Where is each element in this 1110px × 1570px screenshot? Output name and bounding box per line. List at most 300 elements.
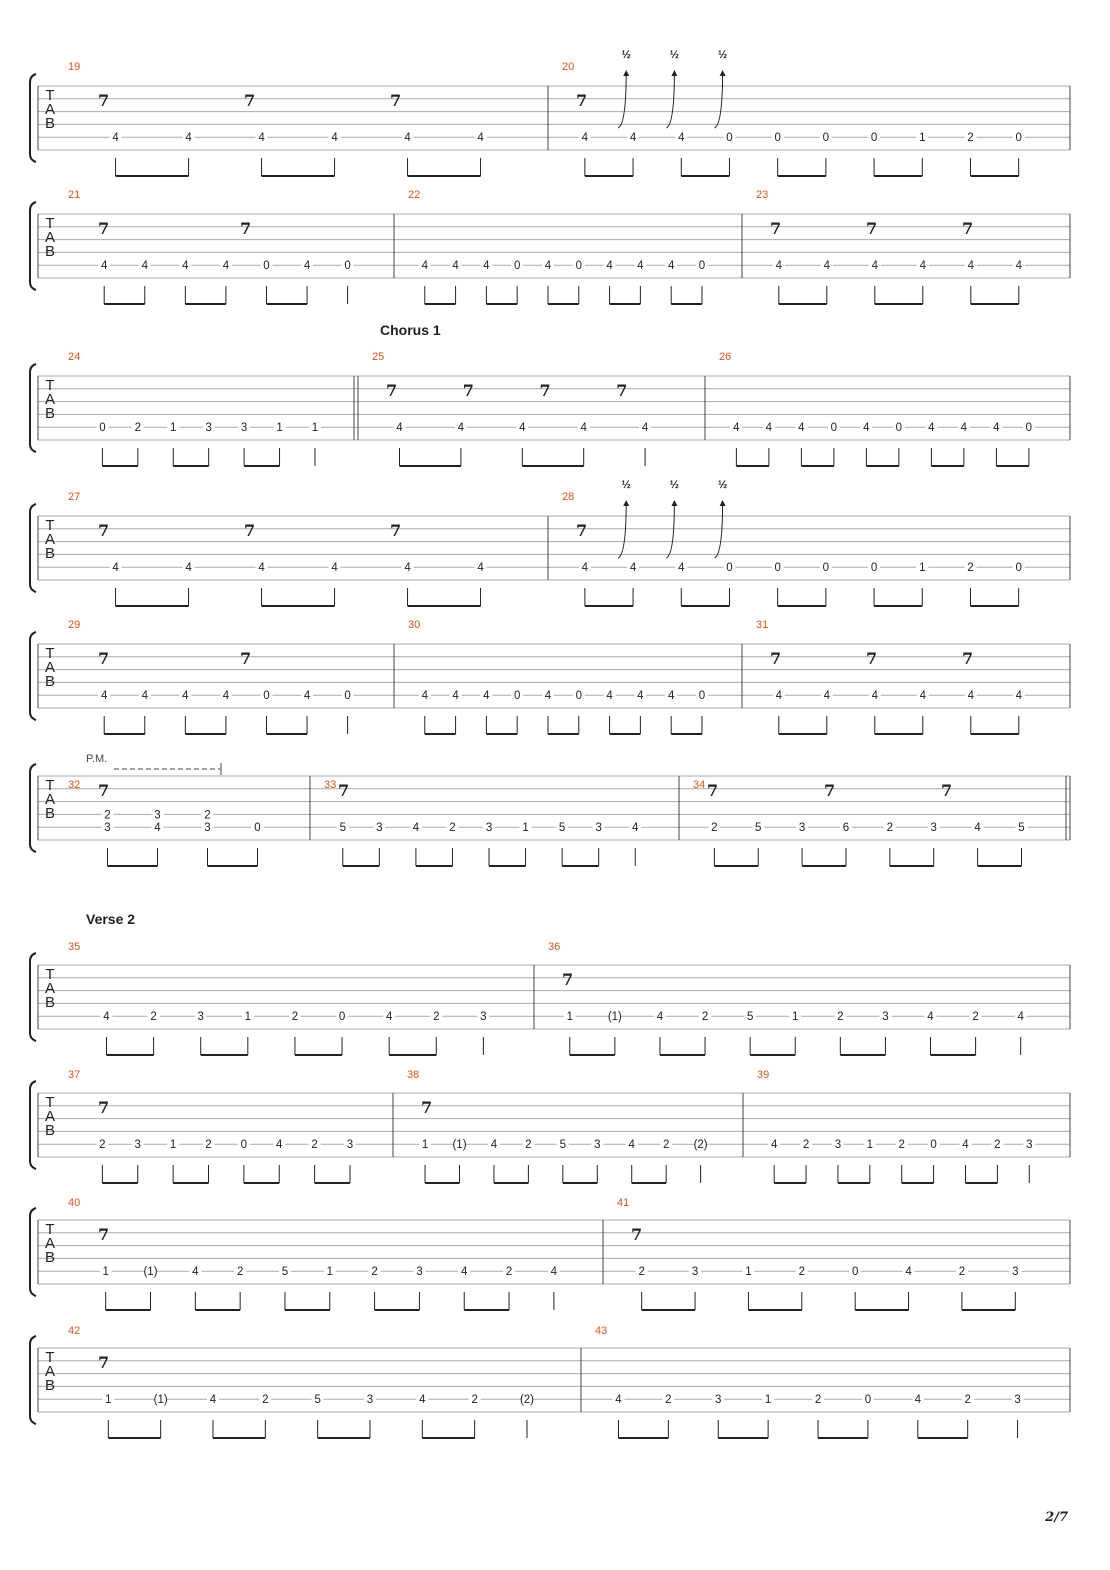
fret-number: 4 — [112, 562, 119, 575]
fret-number: 4 — [457, 422, 465, 435]
fret-number: 3 — [715, 1394, 722, 1407]
rest-symbol: 7 — [98, 91, 110, 110]
fret-number: 0 — [930, 1139, 937, 1152]
fret-number: 4 — [1017, 1011, 1024, 1024]
bend-arrowhead — [720, 500, 726, 506]
system-bracket — [30, 74, 36, 162]
measure — [407, 1069, 708, 1183]
fret-number: 5 — [746, 1011, 754, 1024]
fret-number: 3 — [485, 822, 493, 835]
fret-number: 3 — [798, 822, 806, 835]
fret-number: 2 — [204, 809, 211, 822]
rest-symbol: 7 — [576, 521, 588, 540]
fret-number: 1 — [170, 422, 177, 435]
fret-number: 1 — [421, 1139, 429, 1152]
bend-label: ½ — [621, 49, 631, 61]
fret-number: 4 — [452, 260, 459, 273]
fret-number: 0 — [254, 822, 261, 835]
system-bracket — [30, 953, 36, 1041]
fret-number: 2 — [433, 1011, 440, 1024]
measure — [68, 619, 354, 734]
fret-number: 4 — [209, 1394, 217, 1407]
measure-number: 42 — [68, 1325, 81, 1337]
fret-number: 5 — [314, 1394, 321, 1407]
fret-number: 4 — [185, 562, 192, 575]
bend-arrow — [715, 502, 723, 558]
fret-number: 5 — [755, 822, 762, 835]
measure-number: 43 — [595, 1325, 608, 1337]
measure-number: 34 — [693, 779, 706, 791]
tab-clef-letter: B — [44, 1122, 56, 1139]
fret-number: 3 — [594, 1139, 601, 1152]
tab-clef-letter: A — [44, 1363, 56, 1380]
fret-number: 0 — [851, 1266, 859, 1279]
fret-number: 0 — [344, 260, 351, 273]
fret-number: 4 — [960, 422, 968, 435]
fret-number: 4 — [519, 422, 526, 435]
fret-number: 5 — [558, 822, 566, 835]
fret-number: 2 — [898, 1139, 905, 1152]
fret-number: 4 — [863, 422, 870, 435]
fret-number: 4 — [656, 1011, 664, 1024]
page-number: 2/7 — [1045, 1510, 1068, 1525]
rest-symbol: 7 — [962, 649, 974, 668]
tab-clef-letter: A — [44, 531, 56, 548]
fret-number: 0 — [240, 1139, 248, 1152]
measure-number: 33 — [324, 779, 337, 791]
measure-number: 22 — [408, 189, 421, 201]
fret-number: 4 — [871, 690, 879, 703]
rest-symbol: 7 — [390, 521, 402, 540]
fret-number: 4 — [421, 690, 428, 703]
fret-number: 4 — [974, 822, 981, 835]
staff-system — [30, 189, 1070, 304]
fret-number: 3 — [104, 822, 111, 835]
tab-clef-letter: T — [45, 215, 55, 232]
rest-symbol: 7 — [941, 781, 953, 800]
fret-number: 2 — [104, 809, 111, 822]
measure — [68, 351, 321, 466]
fret-number: 4 — [667, 690, 675, 703]
tab-clef-letter: T — [45, 87, 55, 104]
bend-arrowhead — [720, 70, 726, 76]
fret-number: 1 — [326, 1266, 333, 1279]
fret-number: 2 — [802, 1139, 810, 1152]
fret-number: 0 — [726, 562, 733, 575]
fret-number: 4 — [632, 822, 639, 835]
fret-number: 3 — [205, 422, 212, 435]
fret-number: 4 — [905, 1266, 912, 1279]
fret-number: 3 — [1014, 1394, 1021, 1407]
fret-number: 1 — [276, 422, 283, 435]
tab-clef-letter: A — [44, 980, 56, 997]
rest-symbol: 7 — [240, 649, 252, 668]
fret-number: 4 — [765, 422, 773, 435]
fret-number: 0 — [344, 690, 351, 703]
fret-number: 4 — [477, 562, 484, 575]
fret-number: 4 — [823, 690, 831, 703]
fret-number: 4 — [331, 132, 338, 145]
fret-number: 1 — [169, 1139, 177, 1152]
fret-number: 4 — [182, 260, 189, 273]
fret-number: 4 — [303, 690, 311, 703]
fret-number: 4 — [628, 1139, 635, 1152]
fret-number: (1) — [143, 1266, 158, 1279]
fret-number: 0 — [698, 260, 706, 273]
bend-arrow — [666, 72, 674, 128]
rest-symbol: 7 — [240, 219, 252, 238]
measure — [408, 189, 708, 304]
fret-number: 2 — [967, 562, 974, 575]
fret-number: 4 — [919, 260, 927, 273]
fret-number: 1 — [866, 1139, 874, 1152]
measure — [408, 619, 708, 734]
staff-system — [30, 1069, 1070, 1183]
rest-symbol: 7 — [631, 1225, 643, 1244]
fret-number: 4 — [1015, 260, 1023, 273]
fret-number: 4 — [637, 690, 644, 703]
tab-clef-letter: A — [44, 229, 56, 246]
fret-number: 0 — [338, 1011, 346, 1024]
measure — [617, 1197, 1021, 1310]
fret-number: 4 — [490, 1139, 498, 1152]
fret-number: 4 — [581, 562, 589, 575]
palm-mute-extension — [114, 763, 221, 775]
fret-number: 5 — [281, 1266, 289, 1279]
measure-number: 32 — [68, 779, 81, 791]
fret-number: 1 — [566, 1011, 573, 1024]
bend-arrowhead — [671, 70, 677, 76]
rest-symbol: 7 — [244, 521, 256, 540]
fret-number: 4 — [404, 132, 411, 145]
fret-number: 4 — [154, 822, 161, 835]
fret-number: 0 — [513, 260, 521, 273]
tab-clef-letter: B — [44, 994, 56, 1011]
fret-number: 3 — [480, 1011, 487, 1024]
fret-number: 0 — [575, 260, 582, 273]
fret-number: 3 — [1012, 1266, 1019, 1279]
measure-number: 36 — [548, 941, 561, 953]
fret-number: 1 — [919, 132, 926, 145]
fret-number: 4 — [483, 260, 490, 273]
measure — [68, 941, 489, 1055]
staff-system — [30, 764, 1070, 866]
fret-number: 4 — [258, 562, 265, 575]
fret-number: 2 — [99, 1139, 106, 1152]
fret-number: 4 — [112, 132, 119, 145]
tab-clef-letter: A — [44, 101, 56, 118]
rest-symbol: 7 — [707, 781, 719, 800]
palm-mute-label: P.M. — [86, 753, 108, 765]
fret-number: 4 — [580, 422, 587, 435]
fret-number: 2 — [262, 1394, 269, 1407]
fret-number: 4 — [141, 260, 148, 273]
fret-number: 4 — [629, 132, 637, 145]
fret-number: 4 — [927, 1011, 934, 1024]
fret-number: 2 — [711, 822, 718, 835]
fret-number: 3 — [204, 822, 211, 835]
measure — [68, 779, 264, 866]
fret-number: 4 — [678, 132, 685, 145]
fret-number: 1 — [105, 1394, 112, 1407]
fret-number: 4 — [452, 690, 459, 703]
fret-number: 0 — [575, 690, 582, 703]
fret-number: 4 — [641, 422, 649, 435]
fret-number: 2 — [798, 1266, 806, 1279]
fret-number: 0 — [870, 562, 878, 575]
fret-number: 1 — [102, 1266, 109, 1279]
rest-symbol: 7 — [962, 219, 974, 238]
fret-number: 0 — [1015, 132, 1022, 145]
bend-label: ½ — [718, 49, 728, 61]
fret-number: 2 — [311, 1139, 318, 1152]
fret-number: 4 — [928, 422, 935, 435]
fret-number: 4 — [667, 260, 675, 273]
fret-number: 2 — [505, 1266, 513, 1279]
fret-number: 2 — [967, 132, 974, 145]
fret-number: 1 — [919, 562, 926, 575]
fret-number: 2 — [701, 1011, 709, 1024]
fret-number: 4 — [421, 260, 428, 273]
measure-number: 31 — [756, 619, 769, 631]
fret-number: 1 — [764, 1394, 772, 1407]
measure — [68, 1069, 356, 1183]
measure-number: 35 — [68, 941, 81, 953]
fret-number: 4 — [385, 1011, 393, 1024]
staff-system — [30, 1325, 1070, 1438]
rest-symbol: 7 — [390, 91, 402, 110]
fret-number: 3 — [366, 1394, 374, 1407]
fret-number: 4 — [412, 822, 420, 835]
bend-arrow — [618, 502, 626, 558]
rest-symbol: 7 — [98, 781, 110, 800]
measure-number: 26 — [719, 351, 732, 363]
fret-number: 4 — [182, 690, 189, 703]
fret-number: 2 — [371, 1266, 378, 1279]
bend-label: ½ — [669, 479, 679, 491]
fret-number: 4 — [419, 1394, 426, 1407]
tab-clef-letter: B — [44, 545, 56, 562]
fret-number: 0 — [774, 132, 781, 145]
bend-label: ½ — [621, 479, 631, 491]
system-bracket — [30, 632, 36, 720]
fret-number: 4 — [770, 1139, 778, 1152]
system-bracket — [30, 1336, 36, 1424]
bend-arrowhead — [623, 500, 629, 506]
fret-number: 2 — [638, 1266, 645, 1279]
fret-number: 1 — [792, 1011, 799, 1024]
fret-number: 2 — [662, 1139, 670, 1152]
fret-number: 1 — [522, 822, 529, 835]
tab-clef-letter: T — [45, 517, 55, 534]
fret-number: 6 — [842, 822, 850, 835]
tab-clef-letter: A — [44, 791, 56, 808]
tab-clef-letter: B — [44, 805, 56, 822]
fret-number: 4 — [396, 422, 403, 435]
fret-number: 0 — [895, 422, 903, 435]
fret-number: 2 — [205, 1139, 212, 1152]
fret-number: 4 — [544, 690, 552, 703]
system-bracket — [30, 764, 36, 852]
fret-number: 2 — [291, 1011, 299, 1024]
fret-number: 0 — [726, 132, 733, 145]
fret-number: 3 — [930, 822, 937, 835]
system-bracket — [30, 1081, 36, 1169]
section-label-verse-2: Verse 2 — [86, 911, 136, 927]
system-bracket — [30, 364, 36, 452]
fret-number: 3 — [595, 822, 602, 835]
tab-clef-letter: T — [45, 1349, 55, 1366]
bend-arrowhead — [671, 500, 677, 506]
fret-number: 4 — [962, 1139, 969, 1152]
measure-number: 20 — [562, 61, 575, 73]
fret-number: 0 — [513, 690, 521, 703]
rest-symbol: 7 — [539, 381, 551, 400]
tab-clef-letter: T — [45, 966, 55, 983]
fret-number: 0 — [698, 690, 706, 703]
system-bracket — [30, 504, 36, 592]
rest-symbol: 7 — [338, 781, 350, 800]
rest-symbol: 7 — [386, 381, 398, 400]
bend-arrow — [618, 72, 626, 128]
measure-number: 21 — [68, 189, 81, 201]
fret-number: 1 — [311, 422, 319, 435]
fret-number: 2 — [471, 1394, 478, 1407]
measure-number: 28 — [562, 491, 575, 503]
fret-number: 3 — [197, 1011, 204, 1024]
fret-number: (1) — [153, 1394, 168, 1407]
fret-number: 4 — [914, 1394, 921, 1407]
measure — [756, 189, 1025, 304]
bend-arrowhead — [623, 70, 629, 76]
fret-number: 4 — [606, 690, 613, 703]
measure — [757, 1069, 1035, 1183]
rest-symbol: 7 — [866, 649, 878, 668]
fret-number: 0 — [822, 132, 830, 145]
fret-number: 4 — [1015, 690, 1023, 703]
fret-number: 2 — [236, 1266, 244, 1279]
rest-symbol: 7 — [421, 1098, 433, 1117]
measure — [68, 189, 354, 304]
measure — [324, 779, 641, 866]
fret-number: 3 — [1026, 1139, 1033, 1152]
rest-symbol: 7 — [98, 1353, 110, 1372]
fret-number: 4 — [871, 260, 879, 273]
measure-number: 30 — [408, 619, 421, 631]
tab-clef-letter: B — [44, 673, 56, 690]
measure — [595, 1325, 1024, 1438]
fret-number: 4 — [967, 690, 975, 703]
fret-number: 4 — [798, 422, 805, 435]
tab-clef-letter: T — [45, 377, 55, 394]
fret-number: 2 — [886, 822, 894, 835]
tab-clef-letter: B — [44, 405, 56, 422]
fret-number: 3 — [346, 1139, 354, 1152]
fret-number: 4 — [103, 1011, 110, 1024]
fret-number: (2) — [519, 1394, 535, 1407]
fret-number: 4 — [919, 690, 927, 703]
measure — [68, 1325, 534, 1438]
staff-system — [30, 619, 1070, 734]
rest-symbol: 7 — [98, 1225, 110, 1244]
fret-number: 3 — [240, 422, 248, 435]
fret-number: (2) — [693, 1139, 708, 1152]
fret-number: 4 — [222, 690, 230, 703]
fret-number: 4 — [141, 690, 148, 703]
measure-number: 27 — [68, 491, 81, 503]
fret-number: 4 — [185, 132, 192, 145]
rest-symbol: 7 — [98, 521, 110, 540]
tab-clef-letter: T — [45, 645, 55, 662]
fret-number: 0 — [1025, 422, 1033, 435]
fret-number: 2 — [150, 1011, 157, 1024]
tab-clef-letter: B — [44, 1249, 56, 1266]
staff-system — [30, 479, 1070, 606]
fret-number: 4 — [331, 562, 338, 575]
fret-number: 0 — [870, 132, 878, 145]
fret-number: 4 — [775, 690, 783, 703]
measure — [372, 351, 651, 466]
measure-number: 37 — [68, 1069, 81, 1081]
measure-number: 24 — [68, 351, 81, 363]
fret-number: 1 — [244, 1011, 252, 1024]
staff-system — [30, 49, 1070, 176]
fret-number: 4 — [615, 1394, 622, 1407]
fret-number: 5 — [339, 822, 346, 835]
rest-symbol: 7 — [770, 649, 782, 668]
bend-arrow — [715, 72, 723, 128]
bend-label: ½ — [718, 479, 728, 491]
fret-number: 4 — [477, 132, 484, 145]
measure — [68, 1197, 560, 1310]
rest-symbol: 7 — [770, 219, 782, 238]
fret-number: 5 — [559, 1139, 567, 1152]
system-bracket — [30, 202, 36, 290]
fret-number: 2 — [665, 1394, 672, 1407]
fret-number: 4 — [967, 260, 975, 273]
fret-number: 0 — [263, 260, 270, 273]
fret-number: 0 — [822, 562, 830, 575]
fret-number: 4 — [276, 1139, 283, 1152]
tab-clef-letter: A — [44, 1235, 56, 1252]
fret-number: 4 — [222, 260, 230, 273]
staff-system — [30, 1197, 1070, 1310]
fret-number: 4 — [678, 562, 685, 575]
fret-number: (1) — [607, 1011, 622, 1024]
tab-clef-letter: A — [44, 1108, 56, 1125]
tab-clef-letter: T — [45, 1094, 55, 1111]
fret-number: 3 — [416, 1266, 423, 1279]
fret-number: 0 — [864, 1394, 872, 1407]
measure — [719, 351, 1035, 466]
tab-clef-letter: B — [44, 243, 56, 260]
fret-number: 3 — [691, 1266, 699, 1279]
fret-number: 2 — [449, 822, 456, 835]
fret-number: 4 — [550, 1266, 558, 1279]
rest-symbol: 7 — [616, 381, 628, 400]
bend-label: ½ — [669, 49, 679, 61]
fret-number: 1 — [745, 1266, 752, 1279]
measure-number: 23 — [756, 189, 769, 201]
fret-number: 4 — [100, 260, 108, 273]
fret-number: 4 — [303, 260, 311, 273]
fret-number: 2 — [134, 422, 142, 435]
fret-number: 4 — [192, 1266, 199, 1279]
fret-number: 2 — [837, 1011, 844, 1024]
fret-number: 3 — [834, 1139, 842, 1152]
fret-number: 2 — [972, 1011, 979, 1024]
measure-number: 25 — [372, 351, 385, 363]
